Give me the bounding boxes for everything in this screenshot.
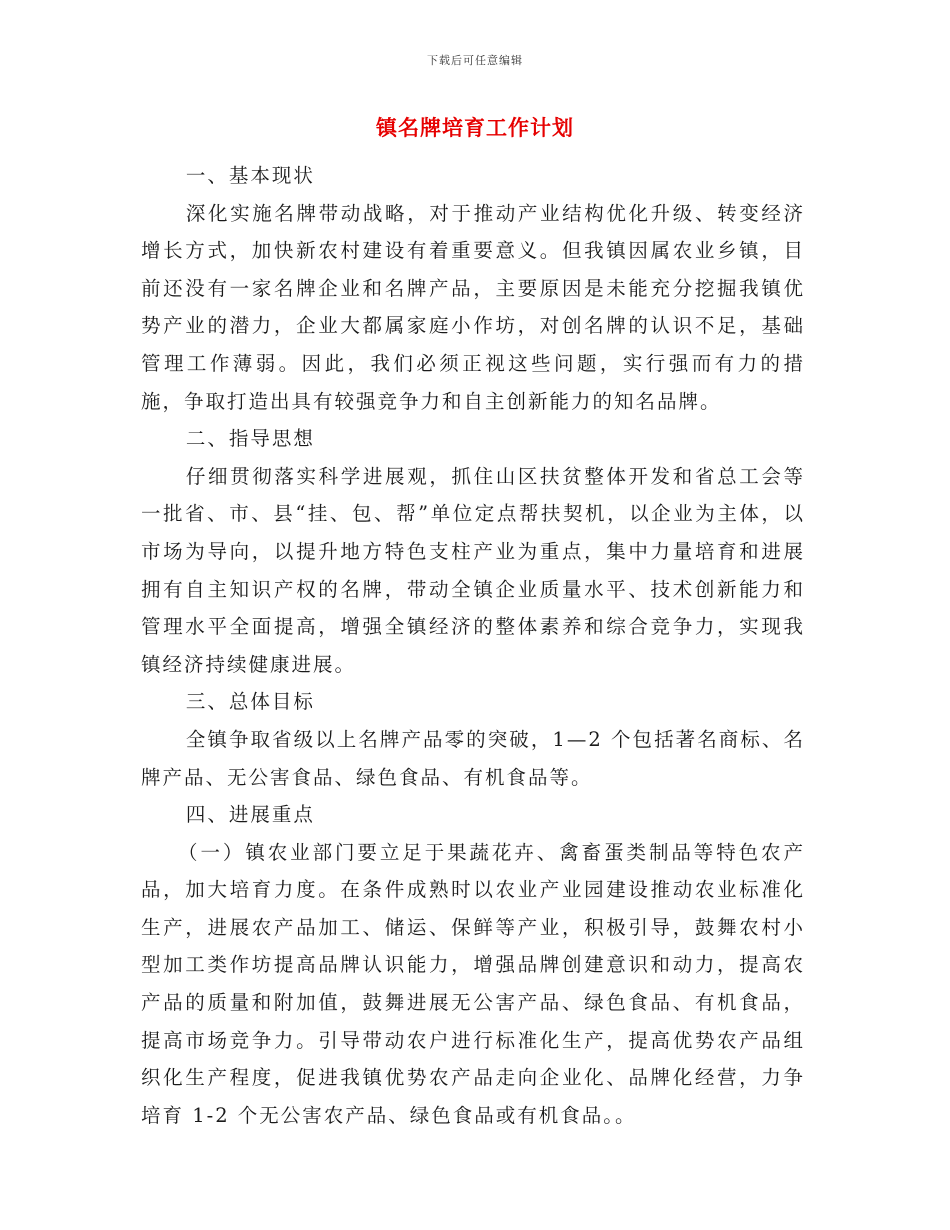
- section-paragraph-1: 深化实施名牌带动战略，对于推动产业结构优化升级、转变经济增长方式，加快新农村建设有着重要意义。但我镇因属农业乡镇，目前还没有一家名牌企业和名牌产品，主要原因是未能充分挖掘我镇优势产业的潜力，企业大都属家庭小作坊，对创名牌的认识不足，基础管理工作薄弱。因此，我们必须正视这些问题，实行强而有力的措施，争取打造出具有较强竞争力和自主创新能力的知名品牌。: [141, 201, 805, 413]
- section-paragraph-2: 仔细贯彻落实科学进展观，抓住山区扶贫整体开发和省总工会等一批省、市、县“挂、包、帮”单位定点帮扶契机，以企业为主体，以市场为导向，以提升地方特色支柱产业为重点，集中力量培育和进展拥有自主知识产权的名牌，带动全镇企业质量水平、技术创新能力和管理水平全面提高，增强全镇经济的整体素养和综合竞争力，实现我镇经济持续健康进展。: [141, 464, 805, 676]
- section-heading-1: 一、基本现状: [185, 164, 315, 187]
- document-title: 镇名牌培育工作计划: [376, 115, 574, 140]
- document-body: [141, 157, 805, 1134]
- section-paragraph-3: 全镇争取省级以上名牌产品零的突破，1—2 个包括著名商标、名牌产品、无公害食品、绿色食品、有机食品等。: [141, 727, 805, 789]
- page-header-note: 下载后可任意编辑: [427, 54, 523, 67]
- section-heading-2: 二、指导思想: [185, 427, 315, 451]
- section-heading-3: 三、总体目标: [185, 690, 315, 714]
- section-heading-4: 四、进展重点: [185, 803, 315, 827]
- section-paragraph-4: （一）镇农业部门要立足于果蔬花卉、禽畜蛋类制品等特色农产品，加大培育力度。在条件成熟时以农业产业园建设推动农业标准化生产，进展农产品加工、储运、保鲜等产业，积极引导，鼓舞农村小型加工类作坊提高品牌认识能力，增强品牌创建意识和动力，提高农产品的质量和附加值，鼓舞进展无公害产品、绿色食品、有机食品，提高市场竞争力。引导带动农户进行标准化生产，提高优势农产品组织化生产程度，促进我镇优势农产品走向企业化、品牌化经营，力争培育 1-2 个无公害农产品、绿色食品或有机食品。。: [141, 840, 805, 1127]
